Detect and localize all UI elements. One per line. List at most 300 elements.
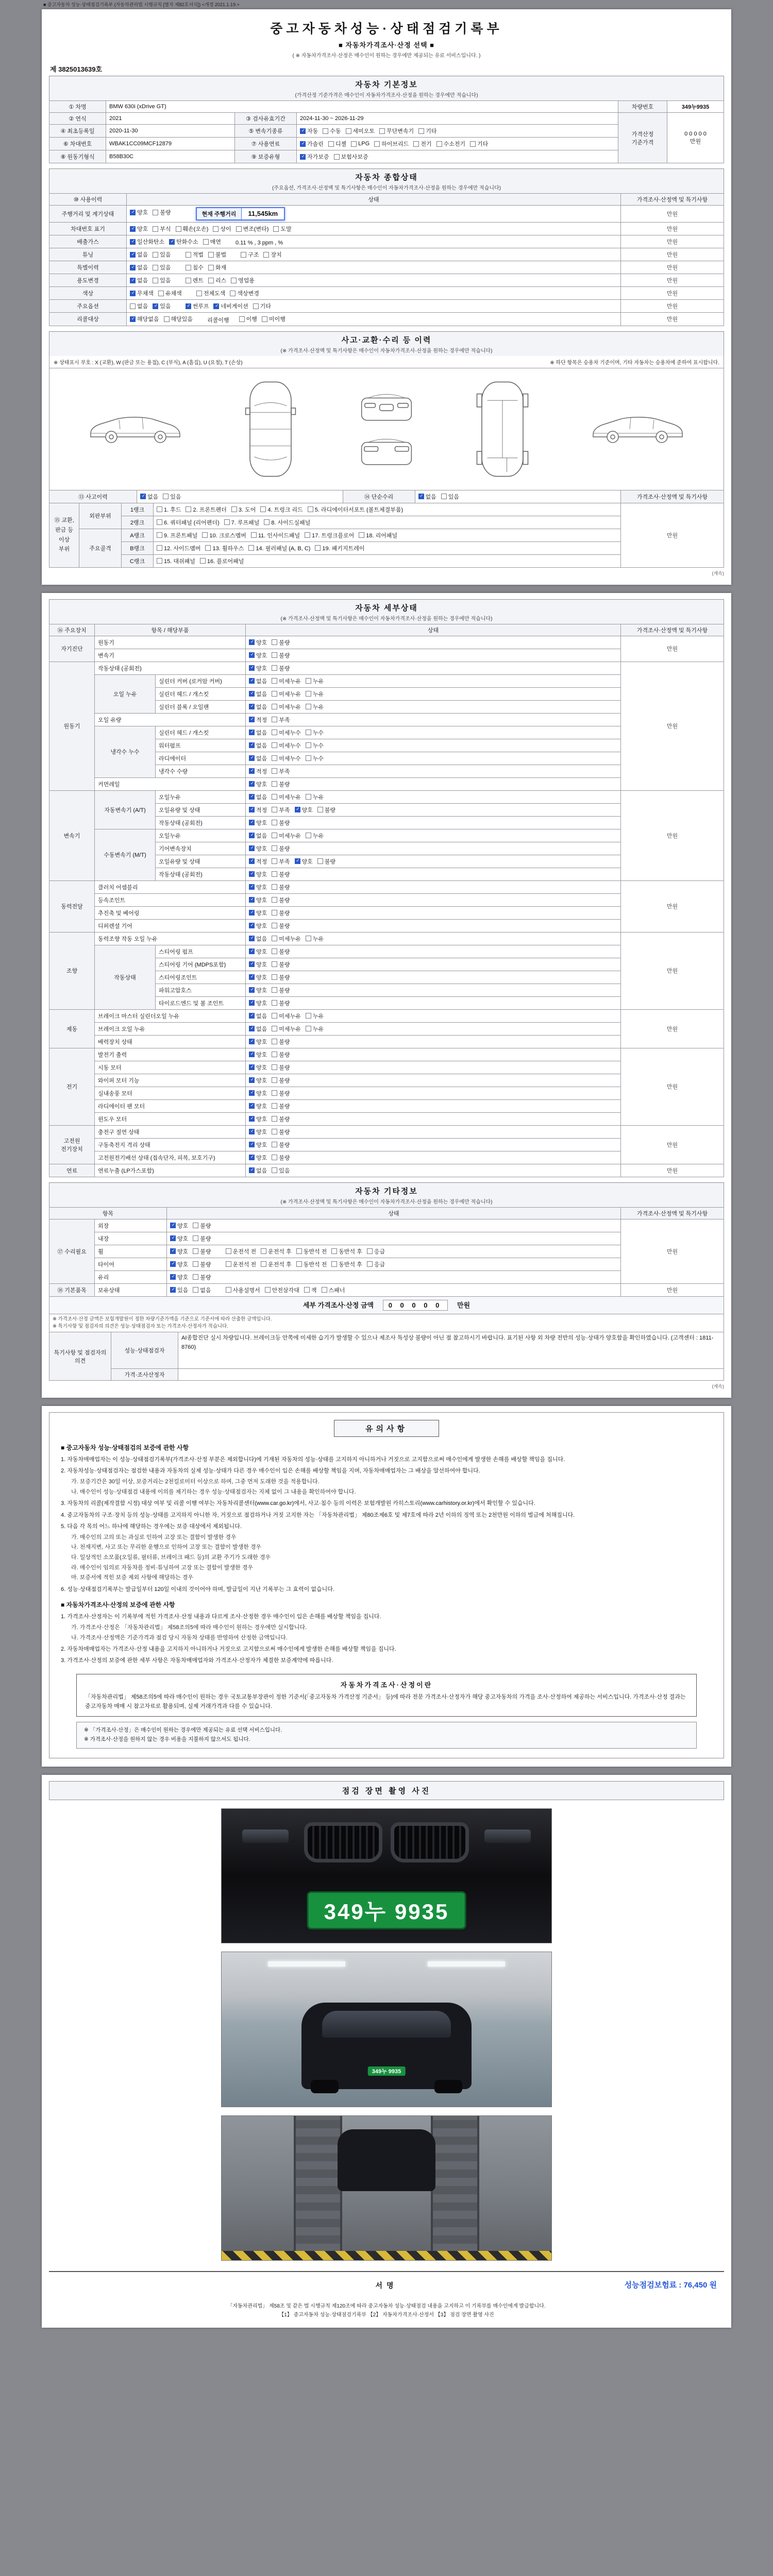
section-basic-note: (가격산정 기준가격은 매수인이 자동차가격조사·산정을 원하는 경우에만 적습니다) bbox=[295, 93, 478, 98]
row-mt-idle: 작동상태 (공회전) bbox=[156, 868, 246, 880]
headlamp-right bbox=[484, 1829, 531, 1843]
checkbox-option-label: 없음 bbox=[137, 265, 148, 271]
checkbox-option bbox=[272, 909, 290, 917]
unchecked-checkbox-icon bbox=[272, 639, 277, 645]
checkbox-option bbox=[306, 1025, 324, 1033]
unchecked-checkbox-icon bbox=[272, 665, 277, 671]
checkbox-option-label: 양호 bbox=[256, 639, 267, 646]
checked-checkbox-icon bbox=[300, 154, 306, 160]
checkbox-option bbox=[249, 741, 267, 750]
subgroup-coolant-leak: 냉각수 누수 bbox=[95, 726, 156, 777]
recall-done-options bbox=[239, 317, 290, 324]
car-name-label: ① 차명 bbox=[49, 101, 106, 113]
exterior-state bbox=[167, 1219, 621, 1232]
checked-checkbox-icon bbox=[249, 717, 255, 722]
checkbox-option-label: 불량 bbox=[279, 897, 290, 904]
car-diagram-underbody-view bbox=[474, 378, 531, 481]
special-price: 만원 bbox=[621, 261, 724, 274]
group-steering: 조향 bbox=[49, 932, 95, 1009]
row-wiper: 와이퍼 모터 기능 bbox=[95, 1074, 246, 1087]
checkbox-option-label: 안전삼각대 bbox=[272, 1287, 299, 1294]
checkbox-option bbox=[249, 1025, 267, 1033]
checkbox-option-label: 양호 bbox=[256, 1000, 267, 1007]
notice-item: 3. 자동차의 리콜(제작결함 시정) 대상 여부 및 리콜 이행 여부는 자동차리콜센터(www.car.go.kr)에서, 사고·침수 등의 이력은 보험개발원 카히스토리(www.carhistory.or.kr)에서 확인할 수 있습니다. bbox=[61, 1500, 535, 1507]
checkbox-option-label: 없음 bbox=[256, 755, 267, 762]
checkbox-option-label: 14. 필러패널 (A, B, C) bbox=[256, 545, 311, 552]
checkbox-option-label: 색상변경 bbox=[237, 291, 259, 297]
st-pump-state bbox=[246, 945, 621, 958]
checkbox-option bbox=[249, 1076, 267, 1084]
checkbox-option bbox=[322, 1286, 345, 1294]
checkbox-option bbox=[249, 664, 267, 672]
checkbox-option bbox=[249, 1038, 267, 1046]
unchecked-checkbox-icon bbox=[334, 154, 340, 160]
basic-info-table bbox=[49, 100, 724, 163]
checkbox-option bbox=[272, 664, 290, 672]
transmission-label: ⑤ 변속기종류 bbox=[235, 125, 297, 138]
st-gear-state bbox=[246, 958, 621, 971]
overall-col-item: ⑩ 사용이력 bbox=[49, 194, 127, 206]
fuel-price: 만원 bbox=[621, 1164, 724, 1177]
checkbox-option-label: 양호 bbox=[256, 884, 267, 891]
unchecked-checkbox-icon bbox=[193, 1261, 198, 1267]
checkbox-option bbox=[249, 986, 267, 994]
checkbox-option-label: 불량 bbox=[279, 639, 290, 646]
row-wheel: 휠 bbox=[95, 1245, 167, 1258]
checkbox-option bbox=[265, 1286, 299, 1294]
checkbox-option bbox=[418, 493, 436, 501]
checkbox-option bbox=[249, 690, 267, 698]
checkbox-option bbox=[328, 140, 346, 148]
checkbox-option-label: 미세누수 bbox=[279, 742, 301, 749]
row-rocker: 실린더 커버 (로커암 커버) bbox=[156, 674, 246, 687]
unchecked-checkbox-icon bbox=[224, 519, 230, 525]
mt-gear-state bbox=[246, 842, 621, 855]
price-appraisal-box-title: 자동차가격조사·산정이란 bbox=[340, 1681, 433, 1689]
checkbox-option-label: 양호 bbox=[256, 1155, 267, 1161]
row-hv-wiring: 고전원전기배선 상태 (접속단자, 피복, 보호기구) bbox=[95, 1151, 246, 1164]
checkbox-option bbox=[236, 225, 269, 233]
unchecked-checkbox-icon bbox=[272, 768, 277, 774]
checkbox-option-label: 불량 bbox=[279, 781, 290, 788]
checked-checkbox-icon bbox=[130, 265, 136, 270]
checkbox-option-label: 없음 bbox=[256, 833, 267, 839]
unchecked-checkbox-icon bbox=[186, 265, 191, 270]
checkbox-option-label: 해당없음 bbox=[137, 316, 159, 323]
row-head-gasket: 실린더 헤드 / 개스킷 bbox=[156, 687, 246, 700]
checkbox-option bbox=[304, 1286, 317, 1294]
coolant-head-state bbox=[246, 726, 621, 739]
checkbox-option bbox=[249, 1115, 267, 1123]
unchecked-checkbox-icon bbox=[157, 506, 162, 512]
unchecked-checkbox-icon bbox=[331, 1248, 337, 1254]
unchecked-checkbox-icon bbox=[272, 742, 277, 748]
unchecked-checkbox-icon bbox=[272, 987, 277, 993]
row-coolant-head: 실린더 헤드 / 개스킷 bbox=[156, 726, 246, 739]
unchecked-checkbox-icon bbox=[264, 519, 270, 525]
unchecked-checkbox-icon bbox=[176, 226, 181, 232]
unchecked-checkbox-icon bbox=[306, 794, 311, 800]
checkbox-option-label: 구조 bbox=[248, 252, 259, 258]
notice-item: 2. 자동차매매업자는 가격조사·산정 내용을 고지하지 아니하거나 거짓으로 고지함으로써 매수인에게 발생한 손해를 배상할 책임을 집니다. bbox=[61, 1646, 396, 1653]
selfdiag-trans-state bbox=[246, 649, 621, 662]
diff-gear-state bbox=[246, 919, 621, 932]
checked-checkbox-icon bbox=[169, 239, 175, 245]
row-alternator: 발전기 출력 bbox=[95, 1048, 246, 1061]
checkbox-option bbox=[306, 703, 324, 711]
checkbox-option bbox=[272, 896, 290, 904]
row-water-pump: 워터펌프 bbox=[156, 739, 246, 752]
checkbox-option bbox=[272, 1141, 290, 1149]
checkbox-option-label: 있음 bbox=[170, 494, 181, 500]
checkbox-option bbox=[130, 315, 159, 323]
checkbox-option bbox=[130, 250, 148, 259]
photos-title: 점검 장면 촬영 사진 bbox=[49, 1781, 724, 1800]
checkbox-option-label: 불량 bbox=[324, 807, 336, 814]
checkbox-option bbox=[239, 315, 257, 323]
unchecked-checkbox-icon bbox=[272, 704, 277, 709]
subgroup-mt: 수동변속기 (M/T) bbox=[95, 829, 156, 880]
checkbox-option-label: 리스 bbox=[215, 278, 227, 284]
checked-checkbox-icon bbox=[249, 948, 255, 954]
checkbox-option bbox=[163, 493, 181, 501]
checkbox-option-label: 누유 bbox=[312, 794, 324, 801]
document-title: 중고자동차성능·상태점검기록부 bbox=[270, 22, 503, 36]
unchecked-checkbox-icon bbox=[226, 1287, 231, 1293]
checked-checkbox-icon bbox=[418, 494, 424, 499]
unchecked-checkbox-icon bbox=[208, 265, 214, 270]
checkbox-option bbox=[306, 741, 324, 750]
row-mt-level: 오일유량 및 상태 bbox=[156, 855, 246, 868]
checked-checkbox-icon bbox=[295, 858, 300, 864]
row-interior: 내장 bbox=[95, 1232, 167, 1245]
checked-checkbox-icon bbox=[249, 1064, 255, 1070]
checkbox-option-label: 불량 bbox=[200, 1274, 211, 1281]
starter-state bbox=[246, 1061, 621, 1074]
checkbox-option bbox=[157, 544, 200, 552]
subgroup-oil-leak: 오일 누유 bbox=[95, 674, 156, 713]
window-motor-state bbox=[246, 1112, 621, 1125]
checkbox-option-label: 없음 bbox=[256, 704, 267, 710]
checkbox-option-label: 양호 bbox=[177, 1261, 189, 1268]
steering-price: 만원 bbox=[621, 932, 724, 1009]
checkbox-option-label: 부족 bbox=[279, 768, 290, 775]
checkbox-option bbox=[272, 844, 290, 853]
unchecked-checkbox-icon bbox=[272, 845, 277, 851]
checkbox-option bbox=[193, 1260, 211, 1268]
unchecked-checkbox-icon bbox=[272, 1129, 277, 1134]
checkbox-option bbox=[272, 1089, 290, 1097]
checked-checkbox-icon bbox=[300, 128, 306, 134]
recall-price: 만원 bbox=[621, 313, 724, 326]
checkbox-option bbox=[170, 1222, 188, 1230]
commonrail-state bbox=[246, 777, 621, 790]
unchecked-checkbox-icon bbox=[261, 1261, 266, 1267]
unchecked-checkbox-icon bbox=[157, 532, 162, 538]
checked-checkbox-icon bbox=[130, 226, 136, 232]
checkbox-option bbox=[306, 728, 324, 737]
checkbox-option-label: 누유 bbox=[312, 1013, 324, 1020]
checkbox-option bbox=[249, 1089, 267, 1097]
unchecked-checkbox-icon bbox=[186, 506, 191, 512]
checked-checkbox-icon bbox=[249, 1167, 255, 1173]
exchange-panel-table bbox=[49, 503, 724, 568]
unchecked-checkbox-icon bbox=[272, 1167, 277, 1173]
checkbox-option-label: 양호 bbox=[256, 652, 267, 659]
group-repair-needed: ⑰ 수리필요 bbox=[49, 1219, 95, 1283]
checkbox-option-label: 전기 bbox=[421, 141, 432, 147]
checkbox-option bbox=[193, 1286, 211, 1294]
section-etc-note: (※ 가격조사·산정액 및 특기사항은 매수인이 자동차가격조사·산정을 원하는 경우에만 적습니다) bbox=[280, 1199, 493, 1205]
battery-isolation-state bbox=[246, 1138, 621, 1151]
checkbox-option bbox=[203, 238, 221, 246]
checkbox-option bbox=[249, 896, 267, 904]
checkbox-option-label: LPG bbox=[358, 141, 370, 147]
checked-checkbox-icon bbox=[186, 303, 191, 309]
unchecked-checkbox-icon bbox=[272, 691, 277, 697]
usage-label: 용도변경 bbox=[49, 274, 127, 287]
checkbox-option bbox=[272, 883, 290, 891]
unchecked-checkbox-icon bbox=[306, 833, 311, 838]
checkbox-option bbox=[300, 140, 324, 148]
checkbox-option-label: 미이행 bbox=[268, 316, 285, 323]
mileage-price: 만원 bbox=[621, 206, 724, 223]
checkbox-option-label: 불량 bbox=[200, 1248, 211, 1255]
checked-checkbox-icon bbox=[249, 755, 255, 761]
checkbox-option-label: 누유 bbox=[312, 833, 324, 839]
checkbox-option bbox=[249, 973, 267, 981]
radiator-state bbox=[246, 752, 621, 765]
checkbox-option bbox=[296, 1247, 327, 1256]
checkbox-option bbox=[331, 1260, 362, 1268]
usage-state bbox=[127, 274, 621, 287]
checkbox-option-label: 양호 bbox=[137, 210, 148, 216]
checkbox-option bbox=[261, 1260, 292, 1268]
checkbox-option-label: 양호 bbox=[256, 923, 267, 929]
checkbox-option bbox=[272, 716, 290, 724]
unchecked-checkbox-icon bbox=[306, 730, 311, 735]
unchecked-checkbox-icon bbox=[323, 128, 328, 134]
checkbox-option-label: 미세누유 bbox=[279, 1013, 301, 1020]
checkbox-option-label: 없음 bbox=[256, 1026, 267, 1032]
checkbox-option bbox=[272, 677, 301, 685]
checked-checkbox-icon bbox=[249, 897, 255, 903]
checkbox-option bbox=[249, 806, 267, 814]
mileage-options bbox=[130, 211, 176, 217]
notice-item: 6. 성능·상태점검기록부는 발급일부터 120일 이내의 것이어야 하며, 발급일이 지난 기록부는 그 효력이 없습니다. bbox=[61, 1586, 334, 1592]
row-charge-port: 충전구 절연 상태 bbox=[95, 1125, 246, 1138]
checkbox-option-label: 무단변속기 bbox=[386, 128, 414, 134]
row-clutch: 클러치 어셈블리 bbox=[95, 880, 246, 893]
detail-col-device: ⑯ 주요장치 bbox=[49, 624, 95, 636]
checked-checkbox-icon bbox=[170, 1223, 176, 1228]
checkbox-option bbox=[251, 531, 300, 539]
checkbox-option bbox=[249, 1050, 267, 1059]
row-radiator: 라디에이터 bbox=[156, 752, 246, 765]
color-change-options bbox=[196, 292, 264, 298]
checkbox-option-label: 훼손(오손) bbox=[182, 226, 209, 232]
checkbox-option-label: 누수 bbox=[312, 755, 324, 762]
checkbox-option-label: 누유 bbox=[312, 1026, 324, 1032]
unchecked-checkbox-icon bbox=[208, 252, 214, 258]
checkbox-option bbox=[249, 1063, 267, 1072]
checkbox-option bbox=[249, 677, 267, 685]
emission-state bbox=[127, 235, 621, 248]
checkbox-option-label: 탄화수소 bbox=[176, 239, 198, 245]
row-ps-leak: 동력조향 작동 오일 누유 bbox=[95, 932, 246, 945]
checkbox-option bbox=[249, 1102, 267, 1110]
checkbox-option bbox=[153, 302, 171, 310]
unchecked-checkbox-icon bbox=[200, 558, 206, 564]
recall-label: 리콜대상 bbox=[49, 313, 127, 326]
checkbox-option-label: 15. 대쉬패널 bbox=[164, 558, 195, 565]
unchecked-checkbox-icon bbox=[272, 1052, 277, 1057]
unchecked-checkbox-icon bbox=[272, 1155, 277, 1160]
vin-value: WBAK1CC09MCF12879 bbox=[106, 138, 235, 150]
emission-values: 0.11 % , 3 ppm , % bbox=[235, 240, 283, 246]
booster-state bbox=[246, 1035, 621, 1048]
checkbox-option-label: 적정 bbox=[256, 858, 267, 865]
checkbox-option bbox=[272, 1038, 290, 1046]
fuel-label: ⑦ 사용연료 bbox=[235, 138, 297, 150]
checkbox-option-label: 양호 bbox=[256, 987, 267, 994]
checkbox-option bbox=[323, 127, 341, 135]
unchecked-checkbox-icon bbox=[193, 1274, 198, 1280]
panel-notices bbox=[42, 1406, 731, 1767]
photo-rear-bay bbox=[221, 1952, 552, 2107]
checked-checkbox-icon bbox=[140, 494, 146, 499]
basic-items-state bbox=[167, 1283, 621, 1296]
fine-print-1: ※ 가격조사·산정 금액은 보험개발원이 정한 차량기준가액을 기준으로 기준서에 따라 산출한 금액입니다. bbox=[53, 1316, 272, 1322]
page-footer-line2: 【1】 중고자동차 성능·상태점검기록부 【2】 자동차가격조사·산정서 【3】 점검 장면 촬영 사진 bbox=[279, 2312, 494, 2318]
checkbox-option-label: 적법 bbox=[192, 252, 204, 258]
row-prop-shaft: 추진축 및 베어링 bbox=[95, 906, 246, 919]
checkbox-option bbox=[157, 531, 197, 539]
hazard-strip bbox=[222, 2251, 551, 2260]
checkbox-option-label: 불량 bbox=[279, 923, 290, 929]
unchecked-checkbox-icon bbox=[196, 291, 202, 296]
checkbox-option bbox=[249, 935, 267, 943]
checkbox-option bbox=[186, 276, 204, 284]
high-voltage-price: 만원 bbox=[621, 1125, 724, 1164]
checkbox-option-label: 없음 bbox=[200, 1287, 211, 1294]
checkbox-option bbox=[253, 302, 271, 310]
checked-checkbox-icon bbox=[249, 923, 255, 928]
wheel-good-options bbox=[170, 1249, 216, 1256]
rank1-label: 1랭크 bbox=[122, 503, 154, 516]
unchecked-checkbox-icon bbox=[260, 506, 266, 512]
unchecked-checkbox-icon bbox=[272, 833, 277, 838]
checkbox-option bbox=[272, 1063, 290, 1072]
checkbox-option-label: 불량 bbox=[279, 1064, 290, 1071]
powertrain-price: 만원 bbox=[621, 880, 724, 932]
unchecked-checkbox-icon bbox=[374, 141, 380, 147]
checkbox-option-label: 잭 bbox=[311, 1287, 317, 1294]
unchecked-checkbox-icon bbox=[418, 128, 424, 134]
mileage-label: 주행거리 및 계기상태 bbox=[49, 206, 127, 223]
checkbox-option bbox=[306, 690, 324, 698]
checkbox-option-label: 있음 bbox=[160, 278, 171, 284]
unchecked-checkbox-icon bbox=[186, 252, 191, 258]
checkbox-option-label: 미세누유 bbox=[279, 936, 301, 942]
checked-checkbox-icon bbox=[249, 1077, 255, 1083]
group-basic-items: ⑱ 기본품목 bbox=[49, 1283, 95, 1296]
checked-checkbox-icon bbox=[249, 974, 255, 980]
checkbox-option-label: 13. 휠하우스 bbox=[212, 545, 244, 552]
checkbox-option bbox=[202, 531, 246, 539]
rocker-state bbox=[246, 674, 621, 687]
unchecked-checkbox-icon bbox=[305, 532, 310, 538]
checkbox-option-label: 없음 bbox=[256, 730, 267, 736]
headlamp-left bbox=[242, 1829, 289, 1843]
checkbox-option-label: 불량 bbox=[279, 1142, 290, 1148]
mileage-state bbox=[127, 206, 621, 223]
warranty-options bbox=[297, 150, 618, 163]
tie-rod-state bbox=[246, 996, 621, 1009]
checkbox-option-label: 4. 트렁크 리드 bbox=[267, 506, 303, 513]
brake-leak-state bbox=[246, 1022, 621, 1035]
checkbox-option bbox=[249, 1166, 267, 1175]
checked-checkbox-icon bbox=[249, 639, 255, 645]
checked-checkbox-icon bbox=[249, 807, 255, 812]
checked-checkbox-icon bbox=[170, 1274, 176, 1280]
checkbox-option bbox=[272, 703, 301, 711]
checkbox-option-label: 기타 bbox=[426, 128, 437, 134]
unchecked-checkbox-icon bbox=[272, 1026, 277, 1031]
checkbox-option bbox=[272, 638, 290, 647]
checked-checkbox-icon bbox=[249, 768, 255, 774]
unchecked-checkbox-icon bbox=[230, 291, 236, 296]
row-coolant-level: 냉각수 수량 bbox=[156, 765, 246, 777]
checked-checkbox-icon bbox=[249, 1155, 255, 1160]
checkbox-option-label: 양호 bbox=[256, 1142, 267, 1148]
notice-subitem: 나. 매수인이 성능·상태점검 내용에 이의를 제기하는 경우 성능·상태점검자는 지체 없이 그 내용을 확인하여야 합니다. bbox=[71, 1488, 356, 1495]
car-diagram-front-view bbox=[356, 388, 417, 426]
main-option-options bbox=[130, 304, 176, 311]
unchecked-checkbox-icon bbox=[272, 923, 277, 928]
unchecked-checkbox-icon bbox=[272, 858, 277, 864]
notice-item: 2. 자동차성능·상태점검자는 점검한 내용과 자동차의 실제 성능·상태가 다른 경우 매수인이 입은 손해를 배상할 책임을 지며, 자동차매매업자는 그 배상을 알선하여야 합니다. bbox=[61, 1468, 480, 1475]
group-selfdiag: 자기진단 bbox=[49, 636, 95, 662]
simple-repair-label: ⑭ 단순수리 bbox=[343, 490, 415, 503]
checkbox-option bbox=[249, 909, 267, 917]
checkbox-option bbox=[249, 870, 267, 878]
checkbox-option-label: 적정 bbox=[256, 807, 267, 814]
checkbox-option-label: 양호 bbox=[256, 1052, 267, 1058]
panel-main-form bbox=[42, 9, 731, 585]
color-label: 색상 bbox=[49, 287, 127, 300]
car-diagram-side-left bbox=[83, 406, 186, 452]
checkbox-option bbox=[418, 127, 436, 135]
checkbox-option bbox=[272, 754, 301, 762]
checkbox-option-label: 양호 bbox=[256, 1103, 267, 1110]
checked-checkbox-icon bbox=[153, 303, 158, 309]
base-price-unit: 만원 bbox=[690, 138, 701, 145]
checked-checkbox-icon bbox=[249, 858, 255, 864]
row-brake-master: 브레이크 마스터 실린더오일 누유 bbox=[95, 1009, 246, 1022]
checkbox-option bbox=[272, 690, 301, 698]
checkbox-option bbox=[272, 1076, 290, 1084]
accident-price-header: 가격조사·산정액 및 특기사항 bbox=[621, 490, 724, 503]
checkbox-option-label: 없음 bbox=[256, 1013, 267, 1020]
checkbox-option-label: 없음 bbox=[256, 742, 267, 749]
inspector-label: 성능·상태점검자 bbox=[111, 1332, 178, 1369]
checkbox-option-label: 없음 bbox=[425, 494, 436, 500]
checkbox-option-label: 미세누유 bbox=[279, 691, 301, 698]
checkbox-option bbox=[306, 754, 324, 762]
unchecked-checkbox-icon bbox=[272, 1142, 277, 1147]
special-kind-options bbox=[186, 266, 231, 272]
